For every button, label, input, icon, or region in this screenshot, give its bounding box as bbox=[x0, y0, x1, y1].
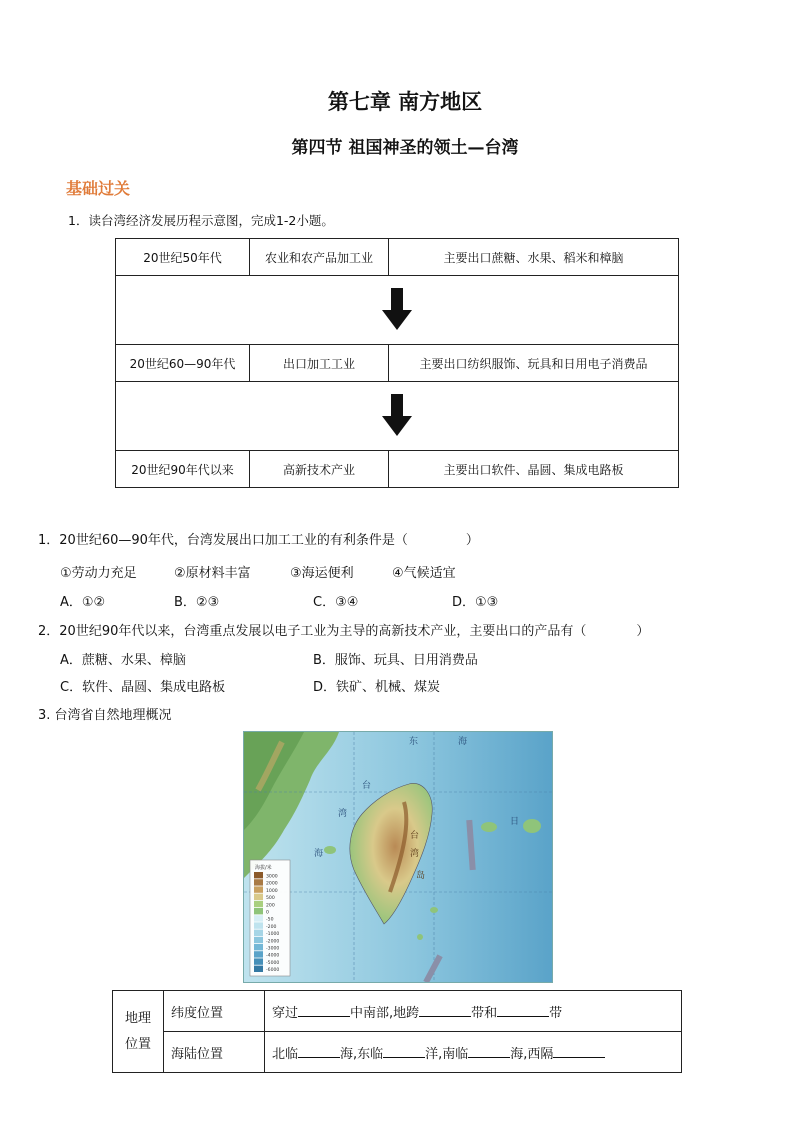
legend-swatch bbox=[254, 958, 263, 964]
legend-swatch bbox=[254, 908, 263, 914]
answer-blank[interactable] bbox=[298, 1016, 350, 1017]
table-row bbox=[113, 1032, 682, 1073]
exports-cell: 主要出口软件、晶圆、集成电路板 bbox=[389, 451, 679, 488]
answer-blank[interactable] bbox=[553, 1057, 605, 1058]
map-label: 海 bbox=[314, 849, 324, 859]
legend-swatch bbox=[254, 879, 263, 885]
chapter-title: 第七章 南方地区 bbox=[327, 90, 483, 114]
exports-cell: 主要出口纺织服饰、玩具和日用电子消费品 bbox=[389, 345, 679, 382]
map-label: 湾 bbox=[338, 809, 348, 819]
legend-label: 3000 bbox=[266, 874, 278, 880]
legend-swatch bbox=[254, 930, 263, 936]
row-header: 地理位置 bbox=[113, 991, 164, 1073]
legend-label: -4000 bbox=[266, 953, 280, 959]
legend-label: 500 bbox=[266, 896, 275, 902]
legend-swatch bbox=[254, 894, 263, 900]
map-label: 海 bbox=[458, 737, 468, 747]
taiwan-map bbox=[243, 731, 553, 983]
answer-blank[interactable] bbox=[468, 1057, 510, 1058]
legend-label: -5000 bbox=[266, 960, 280, 966]
row-label: 纬度位置 bbox=[164, 991, 265, 1032]
question-1-stem: 1．20世纪60—90年代，台湾发展出口加工工业的有利条件是（ ） bbox=[38, 533, 479, 548]
arrow-row bbox=[116, 382, 679, 451]
legend-label: -50 bbox=[266, 917, 274, 923]
option-a[interactable]: A．①② bbox=[60, 595, 106, 610]
legend-swatch bbox=[254, 944, 263, 950]
legend-label: -200 bbox=[266, 924, 277, 930]
legend-label: 2000 bbox=[266, 881, 278, 887]
legend-label: -3000 bbox=[266, 946, 280, 952]
down-arrow-icon bbox=[382, 394, 412, 436]
row-label: 海陆位置 bbox=[164, 1032, 265, 1073]
map-label: 岛 bbox=[416, 871, 426, 881]
question-intro: 1．读台湾经济发展历程示意图，完成1-2小题。 bbox=[68, 213, 334, 228]
economy-flow-table bbox=[115, 238, 679, 488]
section-title: 第四节 祖国神圣的领土—台湾 bbox=[291, 138, 519, 158]
geography-table bbox=[112, 990, 682, 1073]
answer-blank[interactable] bbox=[419, 1016, 471, 1017]
legend-swatch bbox=[254, 922, 263, 928]
legend-label: 200 bbox=[266, 903, 275, 909]
legend-label: -2000 bbox=[266, 939, 280, 945]
table-row bbox=[113, 991, 682, 1032]
legend-swatch bbox=[254, 886, 263, 892]
question-2-stem: 2．20世纪90年代以来，台湾重点发展以电子工业为主导的高新技术产业，主要出口的产品有（ ） bbox=[38, 624, 650, 639]
option-a[interactable]: A．蔗糖、水果、樟脑 bbox=[60, 653, 186, 668]
legend-swatch bbox=[254, 937, 263, 943]
table-row bbox=[116, 451, 679, 488]
taiwan-map-graphic bbox=[244, 732, 552, 982]
period-cell: 20世纪50年代 bbox=[116, 239, 250, 276]
map-label: 湾 bbox=[410, 849, 420, 859]
option-d[interactable]: D．铁矿、机械、煤炭 bbox=[313, 680, 441, 695]
option-d[interactable]: D．①③ bbox=[452, 595, 499, 610]
question-3-stem: 3. 台湾省自然地理概况 bbox=[38, 708, 172, 723]
condition-2: ②原材料丰富 bbox=[174, 566, 251, 581]
industry-cell: 农业和农产品加工业 bbox=[250, 239, 389, 276]
condition-1: ①劳动力充足 bbox=[60, 566, 137, 581]
industry-cell: 出口加工工业 bbox=[250, 345, 389, 382]
arrow-row bbox=[116, 276, 679, 345]
period-cell: 20世纪60—90年代 bbox=[116, 345, 250, 382]
answer-blank[interactable] bbox=[298, 1057, 340, 1058]
legend-swatch bbox=[254, 915, 263, 921]
answer-blank[interactable] bbox=[497, 1016, 549, 1017]
legend-label: -1000 bbox=[266, 932, 280, 938]
table-row bbox=[116, 239, 679, 276]
down-arrow-icon bbox=[382, 288, 412, 330]
map-label: 东 bbox=[409, 737, 419, 747]
exports-cell: 主要出口蔗糖、水果、稻米和樟脑 bbox=[389, 239, 679, 276]
legend-swatch bbox=[254, 951, 263, 957]
legend-title: 海拔/米 bbox=[255, 865, 272, 871]
legend-label: -6000 bbox=[266, 968, 280, 974]
legend-swatch bbox=[254, 872, 263, 878]
industry-cell: 高新技术产业 bbox=[250, 451, 389, 488]
legend-swatch bbox=[254, 901, 263, 907]
map-label: 台 bbox=[410, 831, 420, 841]
answer-blank[interactable] bbox=[383, 1057, 425, 1058]
option-c[interactable]: C．软件、晶圆、集成电路板 bbox=[60, 680, 226, 695]
legend-label: 1000 bbox=[266, 888, 278, 894]
map-label: 台 bbox=[362, 781, 372, 791]
map-label: 日 bbox=[510, 817, 520, 827]
option-b[interactable]: B．服饰、玩具、日用消费品 bbox=[313, 653, 478, 668]
condition-4: ④气候适宜 bbox=[392, 566, 456, 581]
fill-in-cell: 穿过 中南部,地跨 带和 带 bbox=[265, 991, 682, 1032]
legend-swatch bbox=[254, 966, 263, 972]
condition-3: ③海运便利 bbox=[290, 566, 354, 581]
basic-heading: 基础过关 bbox=[66, 179, 131, 198]
table-row bbox=[116, 345, 679, 382]
option-b[interactable]: B．②③ bbox=[174, 595, 220, 610]
fill-in-cell: 北临 海,东临 洋,南临 海,西隔 bbox=[265, 1032, 682, 1073]
legend-label: 0 bbox=[266, 910, 269, 916]
option-c[interactable]: C．③④ bbox=[313, 595, 359, 610]
period-cell: 20世纪90年代以来 bbox=[116, 451, 250, 488]
